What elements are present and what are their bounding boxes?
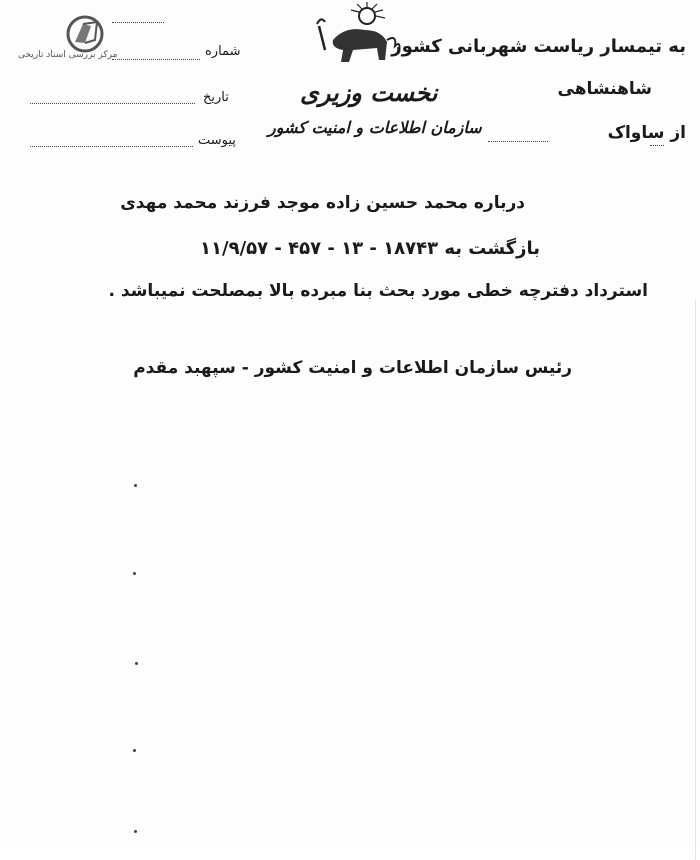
scan-speck	[134, 484, 137, 487]
statement-line: استرداد دفترچه خطی مورد بحث بنا مبرده بالا بمصلحت نمیباشد .	[108, 281, 648, 301]
scan-speck	[134, 830, 137, 833]
organization-title: سازمان اطلاعات و امنیت کشور	[268, 118, 482, 137]
attachment-label: پیوست	[198, 133, 236, 148]
number-dotted-line	[112, 59, 200, 60]
scan-speck	[135, 662, 138, 665]
shahanshahi-line: شاهنشاهی	[557, 79, 652, 99]
lion-and-sun-emblem	[305, 0, 405, 72]
sender-dotted-line-2	[650, 145, 664, 146]
watermark-logo	[25, 12, 145, 70]
scan-speck	[133, 749, 136, 752]
office-title: نخست وزیری	[300, 78, 438, 107]
scan-speck	[133, 572, 136, 575]
watermark-text: مرکز بررسی اسناد تاریخی	[18, 50, 118, 60]
lion-and-sun-icon	[305, 0, 405, 72]
date-dotted-line	[30, 103, 195, 104]
scan-edge-line	[695, 300, 696, 860]
attachment-dotted-line	[30, 146, 193, 147]
reference-line: بازگشت به ۱۸۷۴۳ - ۱۳ - ۴۵۷ - ۱۱/۹/۵۷	[200, 238, 540, 259]
date-label: تاریخ	[203, 90, 229, 105]
signature-line: رئیس سازمان اطلاعات و امنیت کشور - سپهبد مقدم	[133, 358, 572, 378]
recipient-line: به تیمسار ریاست شهربانی کشور	[391, 36, 686, 57]
sender-line: از ساواک	[607, 123, 686, 143]
number-label: شماره	[205, 44, 241, 59]
sender-dotted-line	[488, 141, 548, 142]
top-dotted-line	[112, 22, 164, 23]
subject-line: درباره محمد حسین زاده موجد فرزند محمد مهدی	[120, 193, 525, 213]
